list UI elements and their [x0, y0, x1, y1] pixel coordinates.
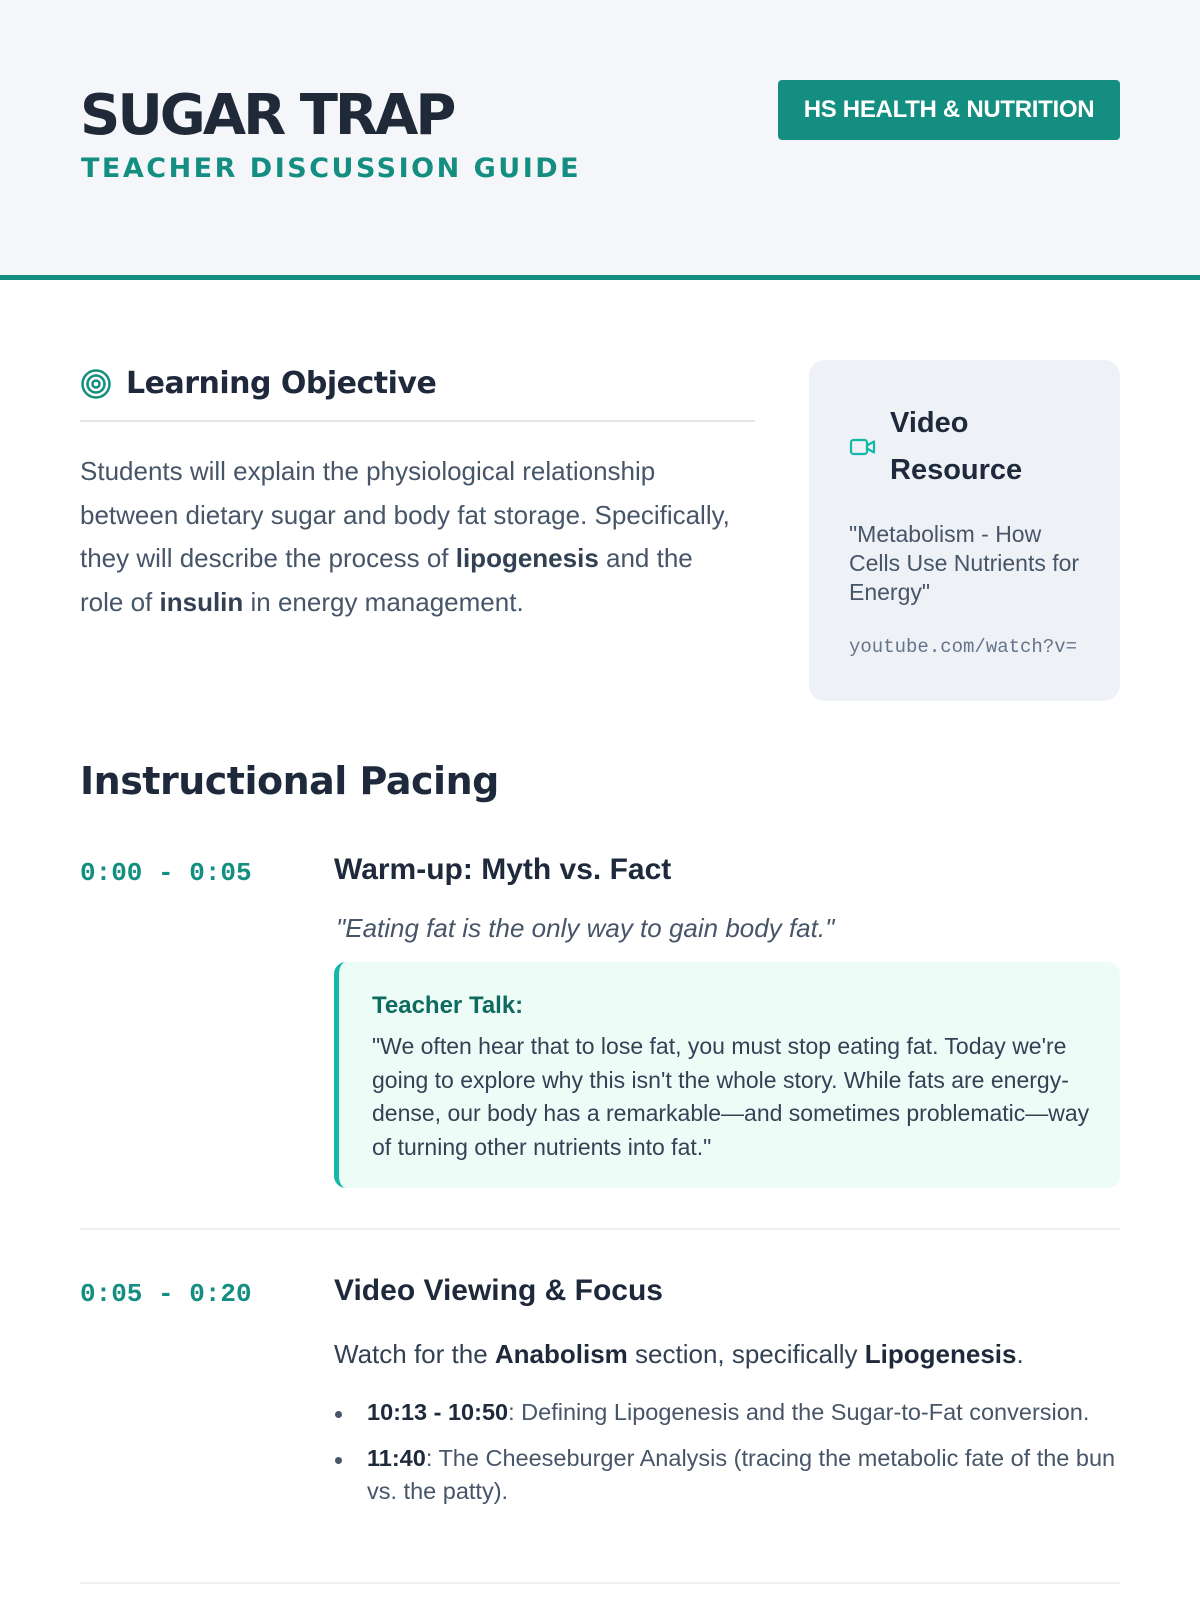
page-subtitle: TEACHER DISCUSSION GUIDE: [81, 153, 582, 184]
teacher-talk-box: [334, 962, 1120, 1188]
list-item: 11:40: The Cheeseburger Analysis (tracing the metabolic fate of the bun vs. the patty).: [334, 1442, 1120, 1509]
pacing-time: 0:00 - 0:05: [80, 858, 252, 888]
list-item: 10:13 - 10:50: Defining Lipogenesis and the Sugar-to-Fat conversion.: [334, 1396, 1120, 1430]
objective-divider: [80, 420, 755, 422]
page-header: [0, 0, 1200, 280]
teacher-talk-label: Teacher Talk:: [372, 992, 524, 1019]
video-resource-card: [809, 360, 1120, 701]
video-heading: Video Resource: [890, 407, 1023, 486]
pacing-time: 0:05 - 0:20: [80, 1279, 252, 1309]
objective-heading: Learning Objective: [126, 366, 437, 401]
term-insulin: insulin: [159, 586, 244, 617]
pacing-heading: Instructional Pacing: [80, 759, 499, 803]
term-lipogenesis: lipogenesis: [455, 543, 599, 573]
pacing-item-title: Warm-up: Myth vs. Fact: [334, 853, 672, 886]
term-lipogenesis: Lipogenesis: [864, 1339, 1017, 1369]
video-link[interactable]: youtube.com/watch?v=: [849, 636, 1078, 658]
watch-instructions: Watch for the Anabolism section, specifically Lipogenesis.: [334, 1339, 1024, 1369]
pacing-divider: [80, 1582, 1120, 1584]
timestamp: 11:40: [367, 1444, 426, 1471]
teacher-talk-text: "We often hear that to lose fat, you must stop eating fat. Today we're going to explore why this isn't the whole story. While fats are energy-dense, our body has a remarkable—and sometimes problematic—way of turning other nutrients into fat.": [372, 1033, 1090, 1160]
page-title: SUGAR TRAP: [80, 83, 454, 148]
target-icon: [80, 368, 112, 400]
video-camera-icon: [849, 436, 877, 458]
course-badge: HS HEALTH & NUTRITION: [778, 80, 1120, 140]
pacing-divider: [80, 1228, 1120, 1230]
timestamp-list: [334, 1396, 1120, 1521]
objective-text: Students will explain the physiological relationship between dietary sugar and body fat storage. Specifically, they will describe the process of lipogenesis and the role of insulin in energy management.: [80, 456, 730, 617]
timestamp: 10:13 - 10:50: [367, 1399, 509, 1425]
term-anabolism: Anabolism: [494, 1339, 628, 1369]
video-title: "Metabolism - How Cells Use Nutrients for Energy": [849, 521, 1080, 605]
pacing-item-title: Video Viewing & Focus: [334, 1274, 663, 1307]
myth-quote: "Eating fat is the only way to gain body fat.": [336, 913, 835, 943]
